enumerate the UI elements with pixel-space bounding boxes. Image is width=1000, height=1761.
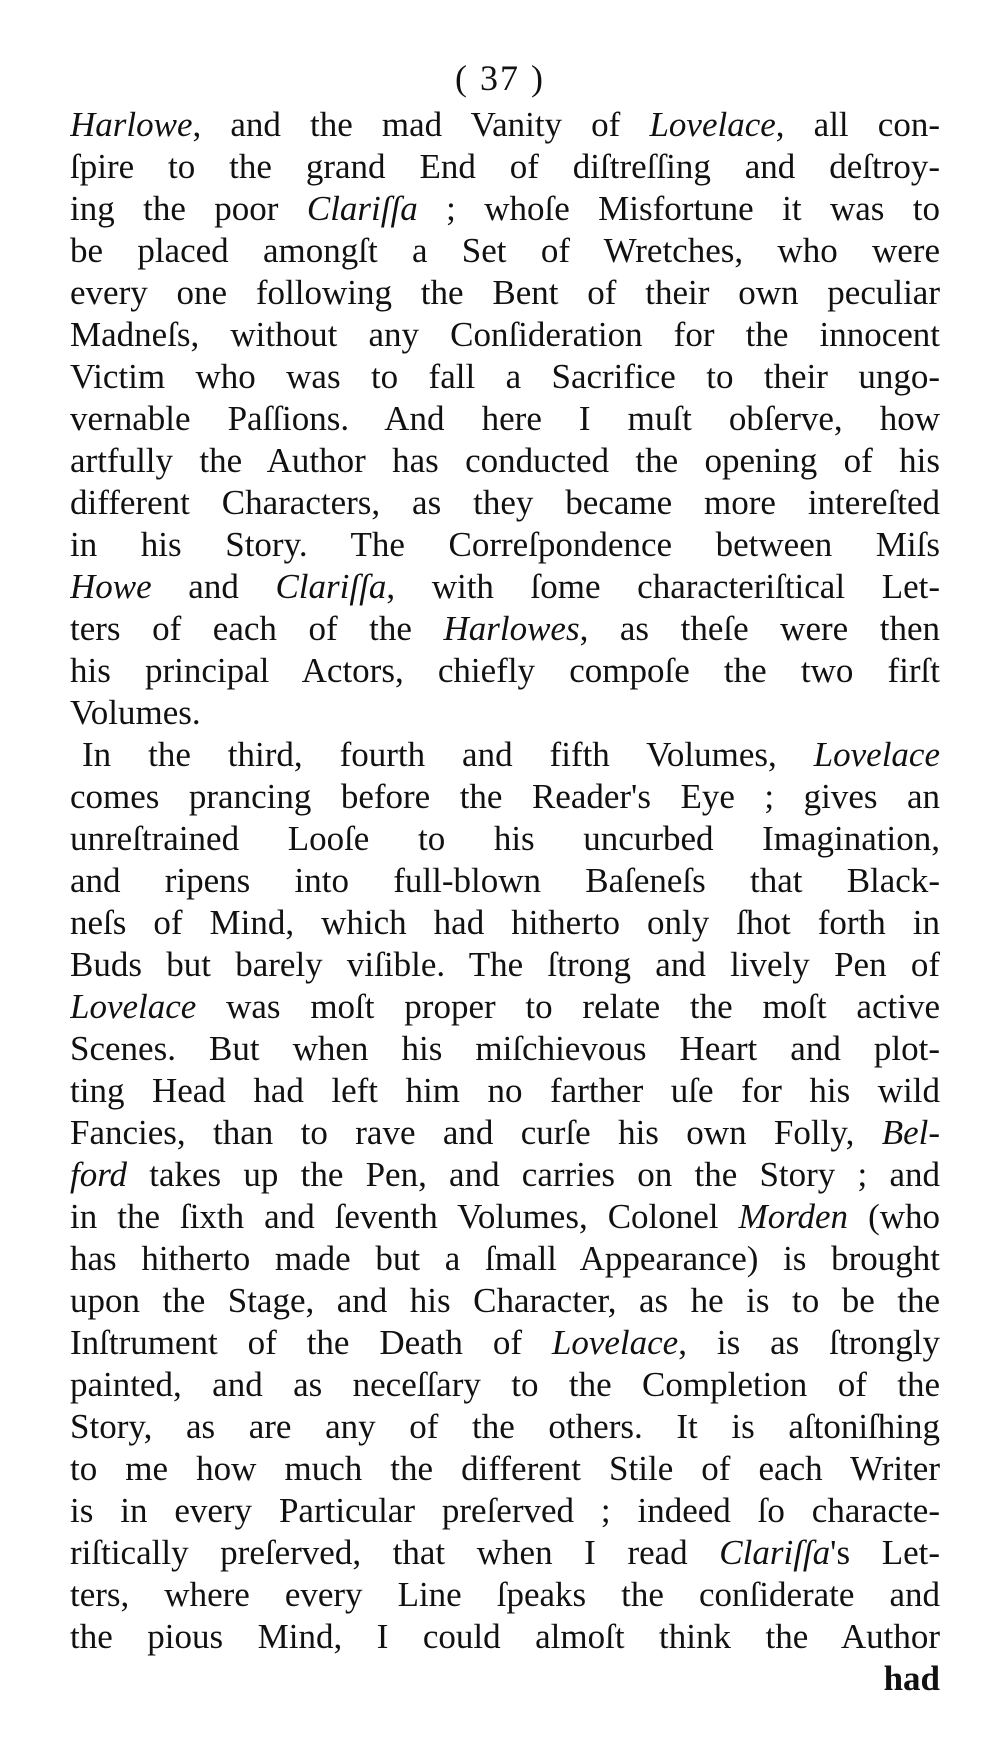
text-line: his principal Actors, chiefly compoſe the two firſt	[70, 651, 940, 690]
text-line: unreſtrained Looſe to his uncurbed Imagination,	[70, 819, 940, 858]
text-line: vernable Paſſions. And here I muſt obſerve, how	[70, 399, 940, 438]
text-line: ters of each of the Harlowes, as theſe were then	[70, 609, 940, 648]
text-line: in his Story. The Correſpondence between Miſs	[70, 525, 940, 564]
text-line: in the ſixth and ſeventh Volumes, Colonel Morden (who	[70, 1197, 940, 1236]
text-line: In the third, fourth and fifth Volumes, Lovelace	[82, 735, 940, 774]
text-line: the pious Mind, I could almoſt think the Author	[70, 1617, 940, 1656]
text-line: neſs of Mind, which had hitherto only ſhot forth in	[70, 903, 940, 942]
text-line: Howe and Clariſſa, with ſome characteriſtical Let-	[70, 567, 940, 606]
text-line: Fancies, than to rave and curſe his own Folly, Bel-	[70, 1113, 940, 1152]
text-line: to me how much the different Stile of each Writer	[70, 1449, 940, 1488]
text-line: Story, as are any of the others. It is aſtoniſhing	[70, 1407, 940, 1446]
text-line: different Characters, as they became more intereſted	[70, 483, 940, 522]
text-line: ing the poor Clariſſa ; whoſe Misfortune it was to	[70, 189, 940, 228]
text-line: ting Head had left him no farther uſe for his wild	[70, 1071, 940, 1110]
text-line: is in every Particular preſerved ; indeed ſo characte-	[70, 1491, 940, 1530]
text-line: has hitherto made but a ſmall Appearance) is brought	[70, 1239, 940, 1278]
text-line: Victim who was to fall a Sacrifice to their ungo-	[70, 357, 940, 396]
body-text	[70, 104, 940, 1700]
text-line: Scenes. But when his miſchievous Heart and plot-	[70, 1029, 940, 1068]
text-line: Volumes.	[70, 693, 201, 732]
text-line: Lovelace was moſt proper to relate the moſt active	[70, 987, 940, 1026]
text-line: every one following the Bent of their own peculiar	[70, 273, 940, 312]
page-number: ( 37 )	[455, 58, 545, 98]
text-line: Madneſs, without any Conſideration for the innocent	[70, 315, 940, 354]
catchword: had	[883, 1659, 940, 1698]
text-line: Harlowe, and the mad Vanity of Lovelace, all con-	[70, 105, 940, 144]
text-line: ters, where every Line ſpeaks the conſiderate and	[70, 1575, 940, 1614]
text-line: riſtically preſerved, that when I read Clariſſa's Let-	[70, 1533, 940, 1572]
text-line: be placed amongſt a Set of Wretches, who were	[70, 231, 940, 270]
text-line: ſpire to the grand End of diſtreſſing and deſtroy-	[70, 147, 940, 186]
text-line: comes prancing before the Reader's Eye ; gives an	[70, 777, 940, 816]
text-line: Inſtrument of the Death of Lovelace, is as ſtrongly	[70, 1323, 940, 1362]
text-line: upon the Stage, and his Character, as he is to be the	[70, 1281, 940, 1320]
text-line: and ripens into full-blown Baſeneſs that Black-	[70, 861, 940, 900]
text-line: painted, and as neceſſary to the Completion of the	[70, 1365, 940, 1404]
text-line: ford takes up the Pen, and carries on the Story ; and	[70, 1155, 940, 1194]
text-line: artfully the Author has conducted the opening of his	[70, 441, 940, 480]
text-line: Buds but barely viſible. The ſtrong and lively Pen of	[70, 945, 940, 984]
